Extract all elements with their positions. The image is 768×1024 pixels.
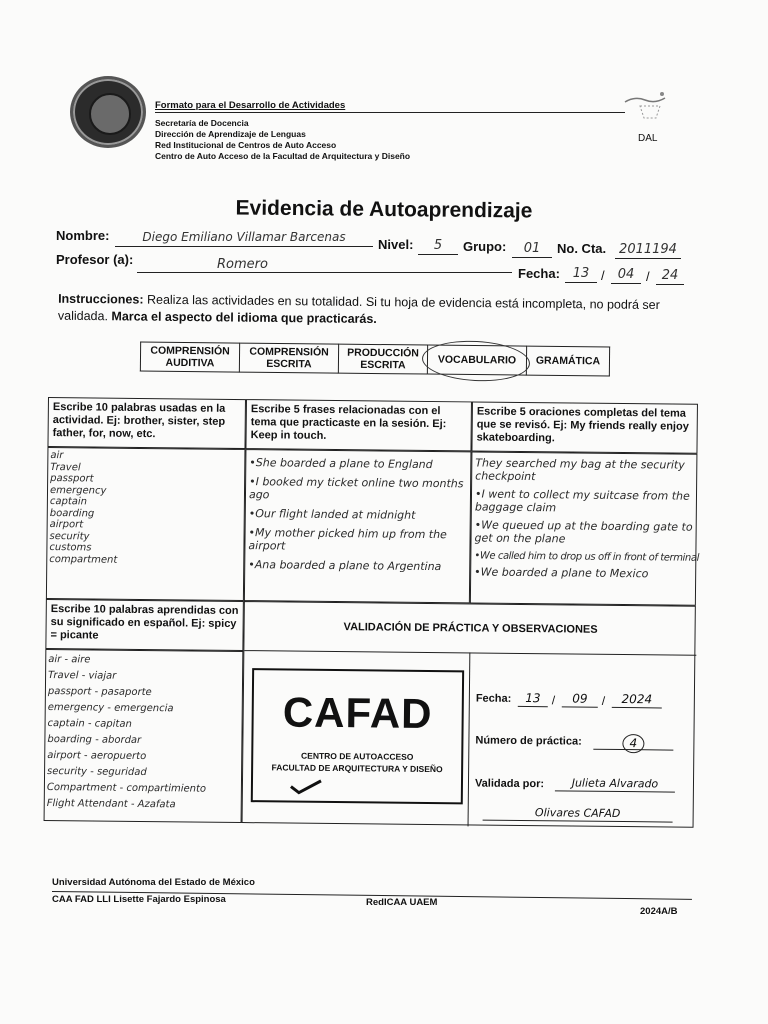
sentence-4: •We called him to drop us off in front of terminal (474, 550, 700, 564)
col4-header: Escribe 10 palabras aprendidas con su significado en español. Ej: spicy = picante (45, 599, 244, 651)
val-fecha-sep-1: / (551, 693, 556, 708)
word-9: customs (49, 542, 92, 554)
profesor-field[interactable]: Romero (137, 256, 512, 273)
header-rule (155, 112, 625, 113)
numero-value: 4 (622, 734, 644, 753)
fecha-sep-2: / (646, 269, 650, 284)
col3-body (470, 451, 698, 605)
nivel-label: Nivel: (378, 237, 414, 252)
numero-label: Número de práctica: (475, 734, 582, 748)
sentence-1: They searched my bag at the security checkpoint (475, 456, 685, 484)
validada-field-2[interactable]: Olivares CAFAD (483, 805, 673, 823)
university-seal-logo (70, 76, 146, 148)
fecha-day[interactable]: 13 (565, 265, 597, 283)
dal-logo (620, 88, 670, 128)
cta-field[interactable]: 2011194 (615, 241, 681, 259)
instructions (58, 291, 688, 332)
phrase-1: •She boarded a plane to England (249, 456, 433, 472)
word-7: airport (49, 519, 84, 531)
col2-body (244, 449, 472, 603)
fecha-sep-1: / (601, 268, 605, 283)
profesor-label: Profesor (a): (56, 252, 134, 267)
validation-title: VALIDACIÓN DE PRÁCTICA Y OBSERVACIONES (343, 621, 598, 636)
header-line-1: Secretaría de Docencia (155, 118, 249, 128)
col1-header: Escribe 10 palabras usadas en la actividad. Ej: brother, sister, step father, for, now, etc. (47, 397, 246, 449)
word-1: air (50, 450, 64, 462)
fecha-month[interactable]: 04 (611, 266, 641, 284)
footer-code: 2024A/B (640, 906, 678, 917)
stamp-line-2: FACULTAD DE ARQUITECTURA Y DISEÑO (271, 762, 443, 775)
val-fecha-month[interactable]: 09 (562, 691, 598, 707)
instructions-label: Instrucciones: (58, 291, 144, 307)
phrase-4: •My mother picked him up from the airport (248, 526, 447, 553)
activity-grid (44, 397, 746, 828)
word-2: Travel (50, 461, 81, 473)
dal-label: DAL (638, 133, 658, 144)
cta-label: No. Cta. (557, 241, 607, 256)
validada-field[interactable]: Julieta Alvarado (555, 775, 675, 792)
header-title: Formato para el Desarrollo de Actividades (155, 100, 346, 111)
sentence-2: •I went to collect my suitcase from the baggage claim (474, 487, 690, 515)
instructions-text: Realiza las actividades en su totalidad. Si tu hoja de evidencia está incompleta, no podrá ser validada. (57, 292, 660, 324)
pair-1: air - aire (48, 654, 91, 666)
word-3: passport (50, 473, 94, 485)
val-fecha-sep-2: / (601, 693, 606, 708)
val-fecha-day[interactable]: 13 (518, 691, 548, 707)
numero-field[interactable] (593, 734, 673, 751)
page-title: Evidencia de Autoaprendizaje (235, 196, 533, 223)
nombre-field[interactable]: Diego Emiliano Villamar Barcenas (115, 229, 373, 247)
word-6: boarding (49, 507, 95, 519)
phrase-5: •Ana boarded a plane to Argentina (248, 558, 442, 574)
validation-divider (468, 652, 471, 826)
footer-university: Universidad Autónoma del Estado de México (52, 877, 255, 888)
instructions-bold: Marca el aspecto del idioma que practicarás. (111, 309, 377, 327)
fecha-year[interactable]: 24 (656, 267, 684, 285)
pair-4: emergency - emergencia (47, 702, 174, 715)
phrase-2: •I booked my ticket online two months ago (248, 475, 464, 502)
grupo-field[interactable]: 01 (512, 240, 552, 258)
word-10: compartment (49, 553, 118, 566)
aspect-comprension-auditiva[interactable]: COMPRENSIÓN AUDITIVA (140, 342, 239, 372)
word-5: captain (49, 496, 88, 508)
pair-8: security - seguridad (47, 766, 147, 779)
word-4: emergency (49, 484, 107, 497)
col4-body (44, 649, 244, 823)
header-line-4: Centro de Auto Acceso de la Facultad de Arquitectura y Diseño (155, 151, 411, 161)
validation-area (242, 601, 696, 828)
aspect-comprension-escrita[interactable]: COMPRENSIÓN ESCRITA (239, 343, 338, 373)
nivel-field[interactable]: 5 (418, 237, 458, 255)
sentence-3: •We queued up at the boarding gate to get on the plane (474, 518, 693, 546)
aspect-gramatica[interactable]: GRAMÁTICA (526, 346, 609, 376)
col1-body (46, 447, 246, 601)
fecha-label: Fecha: (518, 266, 560, 281)
val-fecha-year[interactable]: 2024 (612, 692, 662, 709)
phrase-3: •Our flight landed at midnight (248, 507, 416, 522)
pair-2: Travel - viajar (48, 670, 117, 682)
stamp-line-1: CENTRO DE AUTOACCESO (301, 750, 414, 762)
pair-7: airport - aeropuerto (47, 750, 147, 763)
val-fecha-label: Fecha: (475, 692, 512, 705)
word-8: security (49, 530, 90, 542)
footer-red: RedICAA UAEM (366, 897, 438, 908)
nombre-label: Nombre: (56, 228, 110, 243)
check-mark-icon (287, 777, 327, 797)
footer-caa: CAA FAD LLI Lisette Fajardo Espinosa (52, 894, 226, 905)
pair-5: captain - capitan (47, 718, 132, 730)
pair-6: boarding - abordar (47, 734, 142, 746)
pair-9: Compartment - compartimiento (46, 782, 207, 795)
validada-label: Validada por: (474, 777, 545, 791)
col3-header: Escribe 5 oraciones completas del tema que se revisó. Ej: My friends really enjoy skateboarding. (471, 401, 698, 453)
col2-header: Escribe 5 frases relacionadas con el tema que practicaste en la sesión. Ej: Keep in touch. (245, 399, 472, 451)
stamp-title: CAFAD (282, 688, 433, 738)
validation-rule (244, 650, 696, 656)
aspect-table (140, 342, 610, 377)
header-line-3: Red Institucional de Centros de Auto Acceso (155, 140, 337, 150)
header-line-2: Dirección de Aprendizaje de Lenguas (155, 129, 306, 139)
pair-3: passport - pasaporte (47, 686, 152, 699)
aspect-produccion-escrita[interactable]: PRODUCCIÓN ESCRITA (338, 344, 427, 374)
aspect-vocabulario[interactable]: VOCABULARIO (427, 345, 526, 375)
pair-10: Flight Attendant - Azafata (46, 798, 176, 811)
grupo-label: Grupo: (463, 239, 507, 254)
cafad-stamp (251, 668, 464, 804)
sentence-5: •We boarded a plane to Mexico (474, 565, 649, 581)
